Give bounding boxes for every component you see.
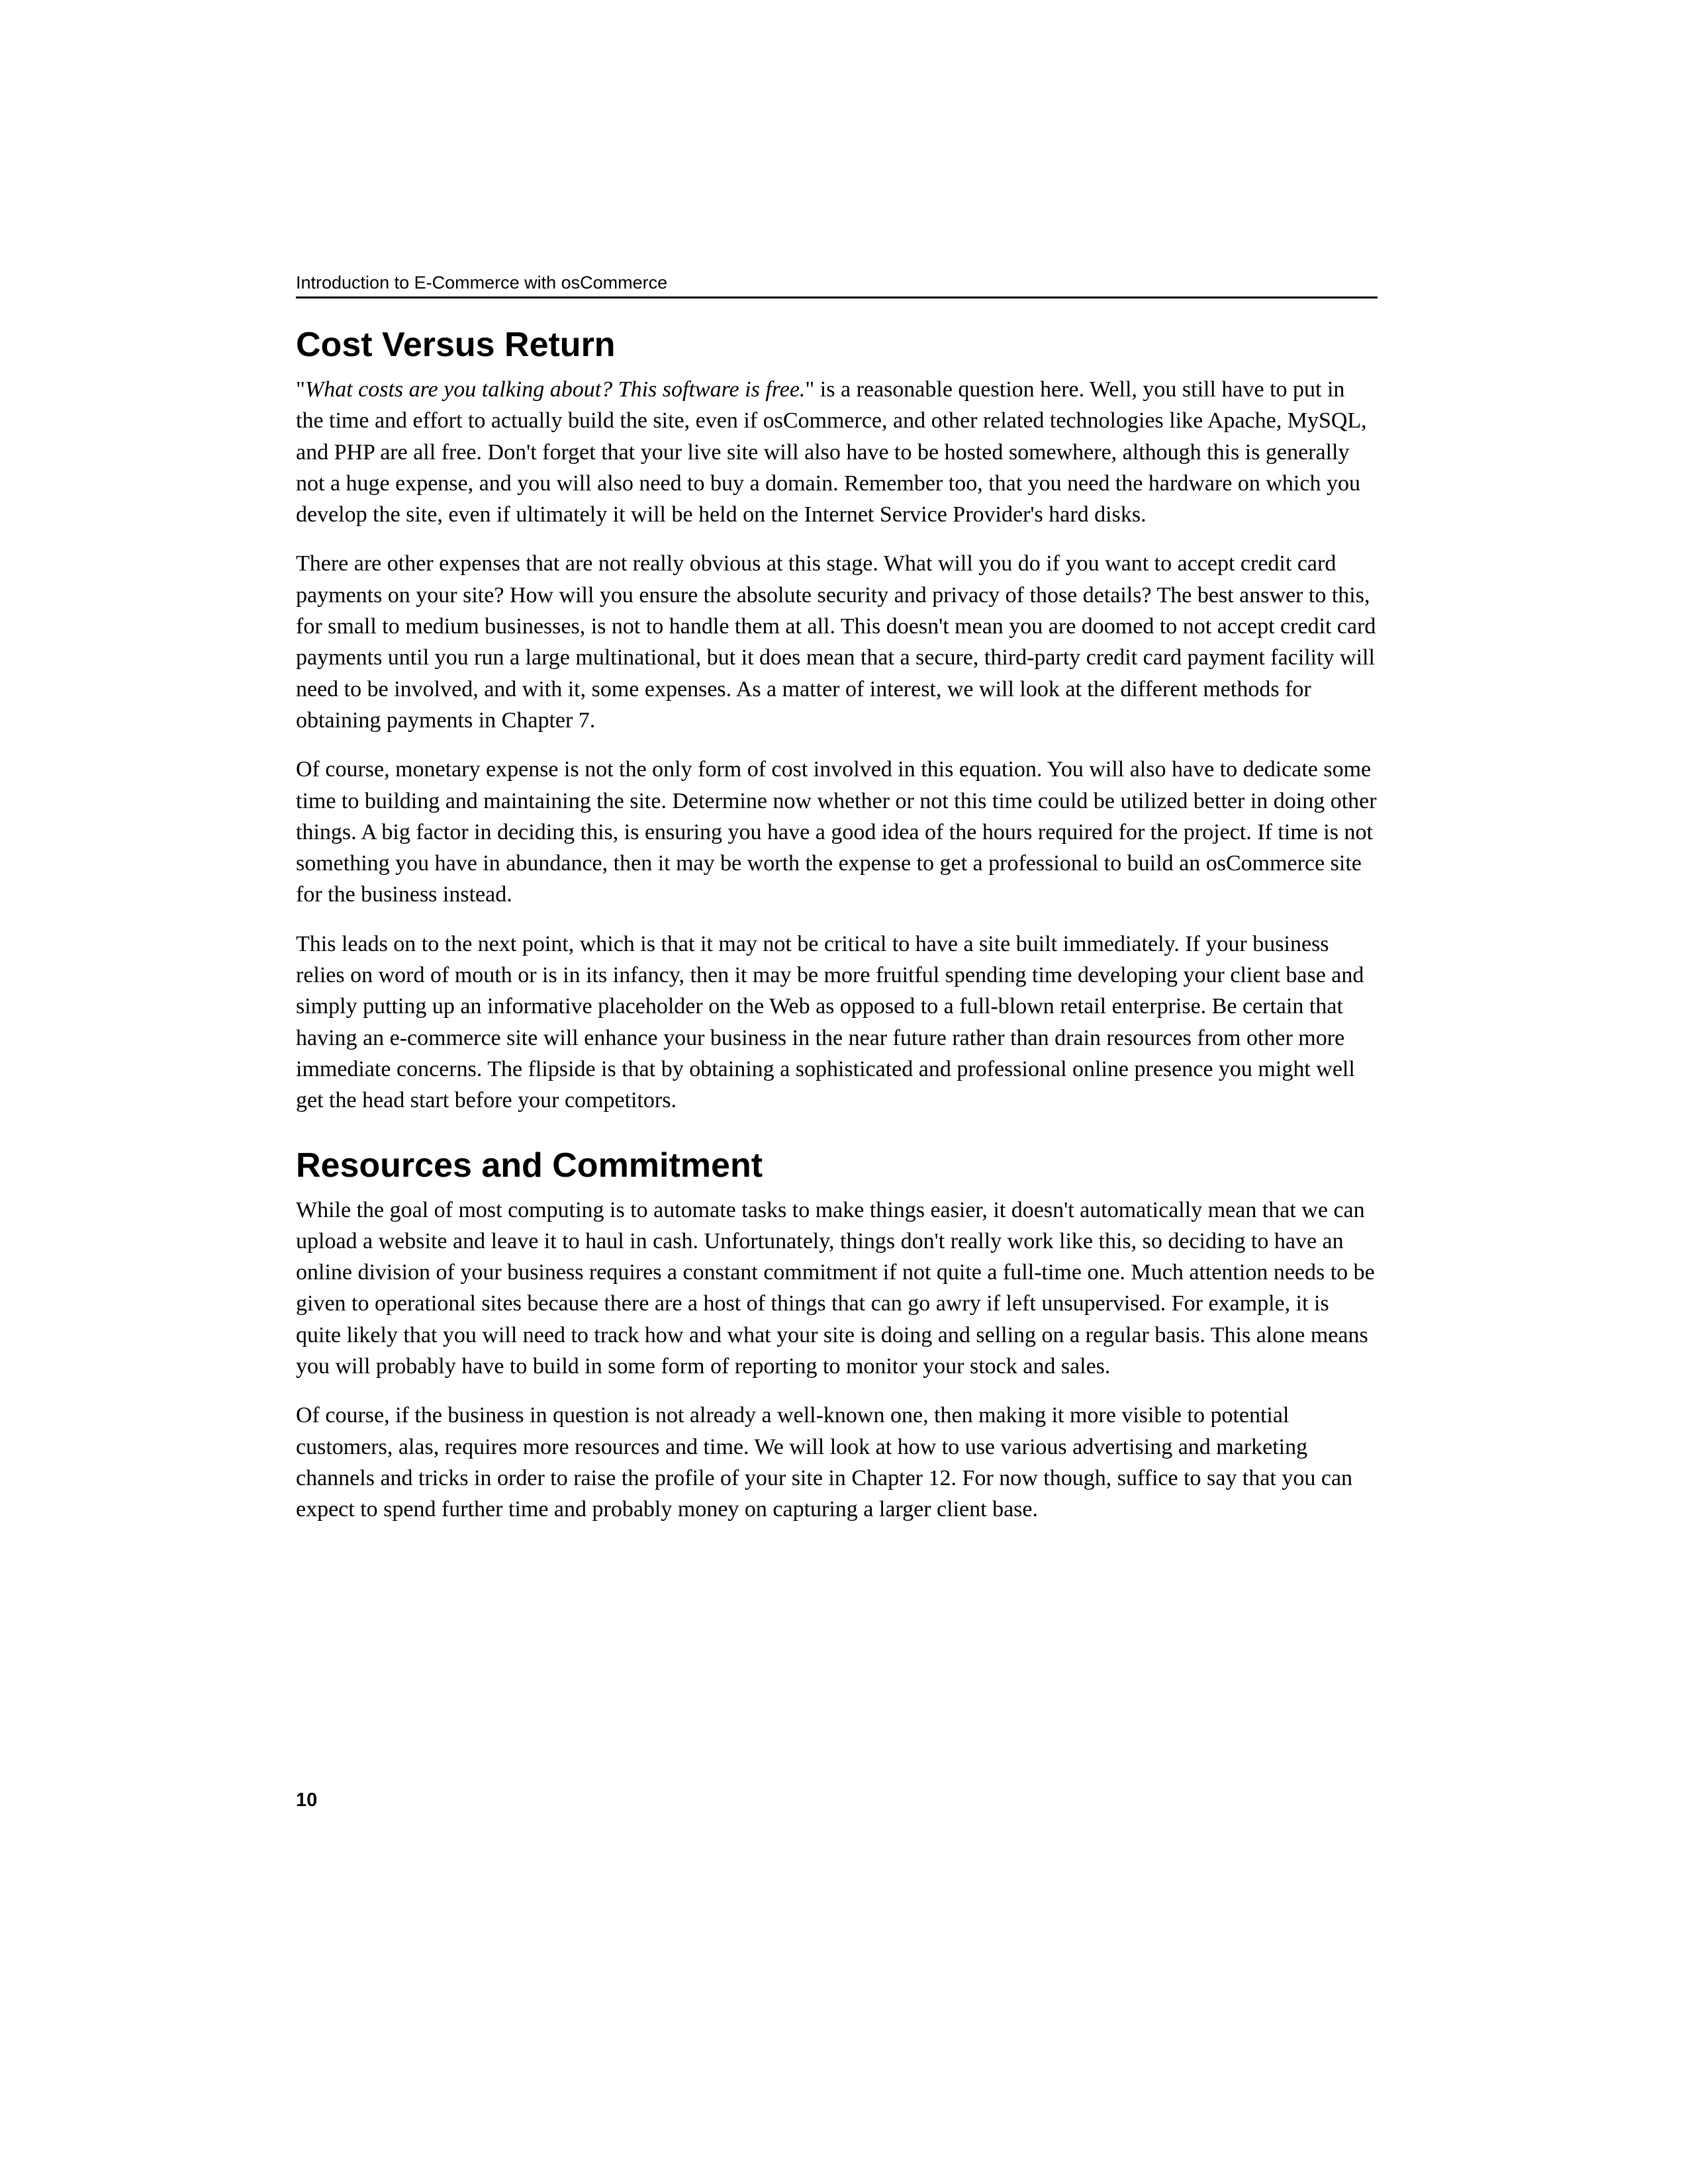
paragraph-text: " is a reasonable question here. Well, you still have to put in the time and effort to actually build the site, even if osCommerce, and other related technologies like Apache, MySQL, and PHP are all free. Don't forget that your live site will also have to be hosted somewhere, although this is generally not a huge expense, and you will also need to buy a domain. Remember too, that you need the hardware on which you develop the site, even if ultimately it will be held on the Internet Service Provider's hard disks. [296,377,1367,527]
paragraph: Of course, monetary expense is not the only form of cost involved in this equation. You will also have to dedicate some time to building and maintaining the site. Determine now whether or not this time could be utilized better in doing other things. A big factor in deciding this, is ensuring you have a good idea of the hours required for the project. If time is not something you have in abundance, then it may be worth the expense to get a professional to build an osCommerce site for the business instead. [296,757,1377,907]
section-heading-resources-and-commitment: Resources and Commitment [296,1146,763,1185]
italic-quote: What costs are you talking about? This software is free. [305,377,806,402]
paragraph: This leads on to the next point, which is that it may not be critical to have a site built immediately. If your business relies on word of mouth or is in its infancy, then it may be more fruitful spending time developing your client base and simply putting up an informative placeholder on the Web as opposed to a full-blown retail enterprise. Be certain that having an e-commerce site will enhance your business in the near future rather than drain resources from other more immediate concerns. The flipside is that by obtaining a sophisticated and professional online presence you might well get the head start before your competitors. [296,931,1364,1113]
page-content [296,271,1378,1543]
section-heading-cost-versus-return: Cost Versus Return [296,326,616,364]
paragraph: There are other expenses that are not really obvious at this stage. What will you do if you want to accept credit card payments on your site? How will you ensure the absolute security and privacy of those details? The best answer to this, for small to medium businesses, is not to handle them at all. This doesn't mean you are doomed to not accept credit card payments until you run a large multinational, but it does mean that a secure, third-party credit card payment facility will need to be involved, and with it, some expenses. As a matter of interest, we will look at the different methods for obtaining payments in Chapter 7. [296,551,1376,733]
paragraph: While the goal of most computing is to automate tasks to make things easier, it doesn't automatically mean that we can upload a website and leave it to haul in cash. Unfortunately, things don't really work like this, so deciding to have an online division of your business requires a constant commitment if not quite a full-time one. Much attention needs to be given to operational sites because there are a host of things that can go awry if left unsupervised. For example, it is quite likely that you will need to track how and what your site is doing and selling on a regular basis. This alone means you will probably have to build in some form of reporting to monitor your stock and sales. [296,1197,1375,1379]
paragraph: Of course, if the business in question is not already a well-known one, then making it more visible to potential customers, alas, requires more resources and time. We will look at how to use various advertising and marketing channels and tricks in order to raise the profile of your site in Chapter 12. For now though, suffice to say that you can expect to spend further time and probably money on capturing a larger client base. [296,1403,1353,1522]
page-number: 10 [296,1790,318,1811]
paragraph: "What costs are you talking about? This software is free." is a reasonable question here. Well, you still have to put in the time and effort to actually build the site, even if osCommerce, and other related technologies like Apache, MySQL, and PHP are all free. Don't forget that your live site will also have to be hosted somewhere, although this is generally not a huge expense, and you will also need to buy a domain. Remember too, that you need the hardware on which you develop the site, even if ultimately it will be held on the Internet Service Provider's hard disks. [296,377,1367,527]
running-header: Introduction to E-Commerce with osCommerce [296,271,1378,298]
